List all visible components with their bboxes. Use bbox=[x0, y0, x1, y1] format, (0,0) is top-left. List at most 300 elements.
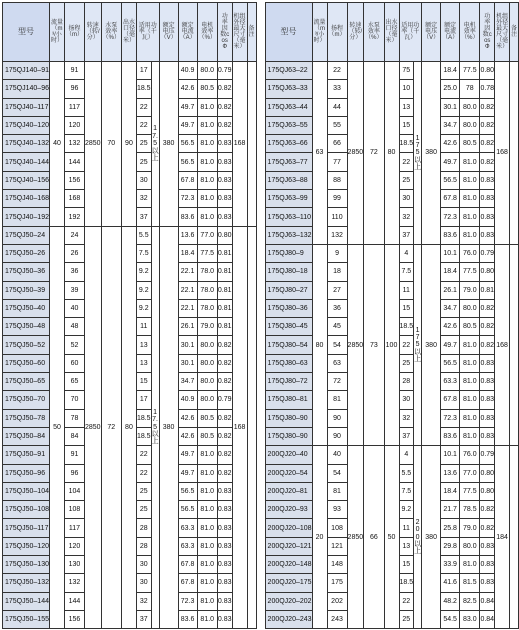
power-cell: 4 bbox=[399, 244, 414, 262]
motor-efficiency-cell: 81.0 bbox=[197, 574, 217, 592]
power-factor-cell: 0.83 bbox=[480, 409, 495, 427]
model-cell: 200QJ20–202 bbox=[265, 592, 312, 610]
power-cell: 11 bbox=[399, 519, 414, 537]
model-cell: 175QJ50–120 bbox=[3, 537, 50, 555]
model-cell: 200QJ20–175 bbox=[265, 574, 312, 592]
motor-efficiency-cell: 81.0 bbox=[460, 171, 480, 189]
current-cell: 42.6 bbox=[441, 318, 460, 336]
header-current: 额定电流（A） bbox=[178, 3, 197, 62]
current-cell: 67.8 bbox=[441, 391, 460, 409]
motor-efficiency-cell: 77.5 bbox=[197, 244, 217, 262]
power-cell: 75 bbox=[399, 62, 414, 80]
head-cell: 48 bbox=[64, 318, 84, 336]
outlet-cell: 80 bbox=[384, 62, 399, 245]
power-factor-cell: 0.82 bbox=[217, 446, 232, 464]
current-cell: 42.6 bbox=[178, 80, 197, 98]
motor-efficiency-cell: 80.5 bbox=[197, 409, 217, 427]
motor-efficiency-cell: 81.0 bbox=[197, 190, 217, 208]
current-cell: 48.2 bbox=[441, 592, 460, 610]
motor-efficiency-cell: 80.0 bbox=[460, 98, 480, 116]
current-cell: 56.5 bbox=[178, 482, 197, 500]
header-model: 型号 bbox=[3, 3, 50, 62]
power-cell: 22 bbox=[399, 592, 414, 610]
motor-efficiency-cell: 81.0 bbox=[197, 592, 217, 610]
power-factor-cell: 0.79 bbox=[217, 62, 232, 80]
model-cell: 175QJ40–144 bbox=[3, 153, 50, 171]
power-factor-cell: 0.82 bbox=[480, 116, 495, 134]
header-motor-efficiency: 电机效率（%） bbox=[460, 3, 480, 62]
header-pump-efficiency: 水泵效率（%） bbox=[364, 3, 384, 62]
header-power-factor: 功率因数cos Ф bbox=[217, 3, 232, 62]
current-cell: 83.6 bbox=[178, 208, 197, 226]
head-cell: 52 bbox=[64, 336, 84, 354]
power-cell: 25 bbox=[136, 482, 151, 500]
motor-efficiency-cell: 80.0 bbox=[197, 354, 217, 372]
power-factor-cell: 0.83 bbox=[480, 226, 495, 244]
note-cell bbox=[247, 62, 256, 227]
motor-efficiency-cell: 78.0 bbox=[197, 263, 217, 281]
head-cell: 96 bbox=[64, 80, 84, 98]
power-factor-cell: 0.83 bbox=[480, 373, 495, 391]
speed-cell: 2850 bbox=[347, 62, 364, 245]
motor-efficiency-cell: 77.5 bbox=[460, 62, 480, 80]
head-cell: 144 bbox=[64, 592, 84, 610]
power-range-cell: 175以上 bbox=[414, 244, 422, 445]
power-factor-cell: 0.83 bbox=[217, 592, 232, 610]
power-cell: 10 bbox=[399, 80, 414, 98]
motor-efficiency-cell: 81.0 bbox=[460, 336, 480, 354]
motor-efficiency-cell: 80.0 bbox=[197, 336, 217, 354]
motor-efficiency-cell: 79.0 bbox=[460, 281, 480, 299]
header-power: 适用功率（千瓦） bbox=[399, 3, 422, 62]
current-cell: 30.1 bbox=[178, 336, 197, 354]
motor-efficiency-cell: 80.5 bbox=[460, 318, 480, 336]
power-cell: 11 bbox=[399, 281, 414, 299]
head-cell: 168 bbox=[64, 190, 84, 208]
header-power-factor: 功率因数cos Ф bbox=[480, 3, 495, 62]
head-cell: 24 bbox=[64, 226, 84, 244]
head-cell: 54 bbox=[327, 464, 347, 482]
current-cell: 72.3 bbox=[178, 592, 197, 610]
model-cell: 175QJ50–65 bbox=[3, 373, 50, 391]
current-cell: 63.3 bbox=[441, 373, 460, 391]
current-cell: 42.6 bbox=[441, 135, 460, 153]
motor-efficiency-cell: 78.0 bbox=[197, 281, 217, 299]
power-cell: 13 bbox=[399, 537, 414, 555]
power-cell: 37 bbox=[136, 208, 151, 226]
power-cell: 15 bbox=[136, 373, 151, 391]
power-factor-cell: 0.83 bbox=[480, 171, 495, 189]
model-cell: 175QJ63–55 bbox=[265, 116, 312, 134]
model-cell: 175QJ50–117 bbox=[3, 519, 50, 537]
power-factor-cell: 0.83 bbox=[480, 574, 495, 592]
header-head: 扬程（m） bbox=[64, 3, 84, 62]
power-cell: 37 bbox=[399, 427, 414, 445]
model-cell: 175QJ50–26 bbox=[3, 244, 50, 262]
head-cell: 27 bbox=[327, 281, 347, 299]
motor-efficiency-cell: 81.0 bbox=[197, 116, 217, 134]
power-cell: 22 bbox=[136, 116, 151, 134]
power-cell: 5.5 bbox=[136, 226, 151, 244]
header-current: 额定电流（A） bbox=[441, 3, 460, 62]
table-row bbox=[3, 62, 257, 80]
head-cell: 108 bbox=[327, 519, 347, 537]
power-cell: 9.2 bbox=[399, 501, 414, 519]
current-cell: 56.5 bbox=[178, 135, 197, 153]
current-cell: 25.0 bbox=[441, 80, 460, 98]
power-factor-cell: 0.82 bbox=[480, 153, 495, 171]
note-cell bbox=[247, 226, 256, 629]
model-cell: 175QJ50–70 bbox=[3, 391, 50, 409]
power-cell: 30 bbox=[399, 190, 414, 208]
motor-efficiency-cell: 77.5 bbox=[460, 263, 480, 281]
power-factor-cell: 0.83 bbox=[217, 153, 232, 171]
current-cell: 49.7 bbox=[178, 116, 197, 134]
header-head: 扬程（m） bbox=[327, 3, 347, 62]
power-cell: 13 bbox=[399, 98, 414, 116]
power-factor-cell: 0.82 bbox=[217, 354, 232, 372]
head-cell: 192 bbox=[64, 208, 84, 226]
voltage-cell: 380 bbox=[159, 226, 178, 629]
head-cell: 90 bbox=[327, 427, 347, 445]
head-cell: 40 bbox=[64, 299, 84, 317]
power-cell: 25 bbox=[136, 153, 151, 171]
model-cell: 175QJ63–99 bbox=[265, 190, 312, 208]
head-cell: 148 bbox=[327, 556, 347, 574]
current-cell: 67.8 bbox=[178, 574, 197, 592]
motor-efficiency-cell: 80.5 bbox=[460, 135, 480, 153]
head-cell: 108 bbox=[64, 501, 84, 519]
motor-efficiency-cell: 81.0 bbox=[197, 171, 217, 189]
outlet-cell: 100 bbox=[384, 244, 399, 445]
model-cell: 200QJ20–121 bbox=[265, 537, 312, 555]
current-cell: 83.6 bbox=[178, 610, 197, 628]
speed-cell: 2850 bbox=[84, 62, 101, 227]
current-cell: 22.1 bbox=[178, 263, 197, 281]
power-factor-cell: 0.83 bbox=[217, 501, 232, 519]
model-cell: 175QJ63–33 bbox=[265, 80, 312, 98]
power-cell: 25 bbox=[399, 354, 414, 372]
power-factor-cell: 0.83 bbox=[480, 391, 495, 409]
power-cell: 28 bbox=[136, 519, 151, 537]
head-cell: 60 bbox=[64, 354, 84, 372]
power-cell: 32 bbox=[136, 592, 151, 610]
motor-efficiency-cell: 78.5 bbox=[460, 501, 480, 519]
power-factor-cell: 0.83 bbox=[217, 519, 232, 537]
power-cell: 30 bbox=[136, 171, 151, 189]
power-factor-cell: 0.82 bbox=[217, 427, 232, 445]
model-cell: 175QJ40–120 bbox=[3, 116, 50, 134]
model-cell: 175QJ80–81 bbox=[265, 391, 312, 409]
model-cell: 175QJ80–72 bbox=[265, 373, 312, 391]
power-factor-cell: 0.78 bbox=[480, 80, 495, 98]
current-cell: 67.8 bbox=[441, 190, 460, 208]
model-cell: 175QJ80–45 bbox=[265, 318, 312, 336]
power-cell: 15 bbox=[399, 299, 414, 317]
motor-efficiency-cell: 81.0 bbox=[197, 519, 217, 537]
motor-efficiency-cell: 81.0 bbox=[197, 446, 217, 464]
current-cell: 22.1 bbox=[178, 299, 197, 317]
current-cell: 40.9 bbox=[178, 391, 197, 409]
power-cell: 22 bbox=[399, 153, 414, 171]
head-cell: 81 bbox=[327, 482, 347, 500]
power-factor-cell: 0.83 bbox=[480, 537, 495, 555]
current-cell: 22.1 bbox=[178, 281, 197, 299]
power-cell: 18.5 bbox=[399, 135, 414, 153]
head-cell: 9 bbox=[327, 244, 347, 262]
power-cell: 37 bbox=[399, 226, 414, 244]
motor-efficiency-cell: 78 bbox=[460, 80, 480, 98]
current-cell: 63.3 bbox=[178, 519, 197, 537]
power-cell: 32 bbox=[399, 208, 414, 226]
power-factor-cell: 0.82 bbox=[480, 135, 495, 153]
current-cell: 83.6 bbox=[441, 226, 460, 244]
model-cell: 175QJ50–40 bbox=[3, 299, 50, 317]
head-cell: 18 bbox=[327, 263, 347, 281]
power-cell: 9.2 bbox=[136, 299, 151, 317]
current-cell: 30.1 bbox=[178, 354, 197, 372]
header-outer-diameter: 机组外径最大尺寸（毫米） bbox=[232, 3, 247, 62]
head-cell: 117 bbox=[64, 519, 84, 537]
outlet-cell: 90 bbox=[121, 62, 136, 227]
power-cell: 32 bbox=[136, 190, 151, 208]
power-cell: 4 bbox=[399, 446, 414, 464]
power-cell: 22 bbox=[136, 98, 151, 116]
power-cell: 7.5 bbox=[399, 482, 414, 500]
speed-cell: 2850 bbox=[347, 244, 364, 445]
power-factor-cell: 0.82 bbox=[217, 464, 232, 482]
power-factor-cell: 0.82 bbox=[480, 98, 495, 116]
power-cell: 30 bbox=[136, 574, 151, 592]
model-cell: 175QJ50–24 bbox=[3, 226, 50, 244]
power-factor-cell: 0.82 bbox=[480, 299, 495, 317]
power-cell: 25 bbox=[399, 171, 414, 189]
model-cell: 175QJ80–90 bbox=[265, 409, 312, 427]
head-cell: 72 bbox=[327, 373, 347, 391]
motor-efficiency-cell: 81.0 bbox=[460, 153, 480, 171]
head-cell: 132 bbox=[64, 135, 84, 153]
model-cell: 175QJ50–60 bbox=[3, 354, 50, 372]
header-note: 备注 bbox=[247, 3, 256, 62]
current-cell: 33.9 bbox=[441, 556, 460, 574]
power-factor-cell: 0.80 bbox=[480, 263, 495, 281]
current-cell: 10.1 bbox=[441, 244, 460, 262]
current-cell: 63.3 bbox=[178, 537, 197, 555]
current-cell: 67.8 bbox=[178, 171, 197, 189]
power-cell: 30 bbox=[399, 391, 414, 409]
head-cell: 88 bbox=[327, 171, 347, 189]
model-cell: 175QJ63–66 bbox=[265, 135, 312, 153]
power-factor-cell: 0.80 bbox=[480, 482, 495, 500]
head-cell: 44 bbox=[327, 98, 347, 116]
current-cell: 49.7 bbox=[178, 98, 197, 116]
head-cell: 96 bbox=[64, 464, 84, 482]
voltage-cell: 380 bbox=[422, 244, 441, 445]
head-cell: 132 bbox=[64, 574, 84, 592]
left-spec-table bbox=[2, 2, 257, 629]
motor-efficiency-cell: 81.0 bbox=[197, 537, 217, 555]
power-factor-cell: 0.83 bbox=[217, 574, 232, 592]
power-cell: 25 bbox=[136, 135, 151, 153]
power-factor-cell: 0.80 bbox=[480, 464, 495, 482]
model-cell: 175QJ50–78 bbox=[3, 409, 50, 427]
header-outlet-diameter: 出水口径（毫米） bbox=[384, 3, 399, 62]
motor-efficiency-cell: 81.0 bbox=[197, 556, 217, 574]
power-cell: 5.5 bbox=[399, 464, 414, 482]
model-cell: 200QJ20–148 bbox=[265, 556, 312, 574]
motor-efficiency-cell: 80.0 bbox=[460, 537, 480, 555]
head-cell: 90 bbox=[327, 409, 347, 427]
motor-efficiency-cell: 81.0 bbox=[460, 226, 480, 244]
power-cell: 18.5 bbox=[136, 409, 151, 427]
motor-efficiency-cell: 80.5 bbox=[197, 80, 217, 98]
current-cell: 67.8 bbox=[178, 556, 197, 574]
head-cell: 66 bbox=[327, 135, 347, 153]
head-cell: 99 bbox=[327, 190, 347, 208]
power-range-cell: 200以上 bbox=[414, 446, 422, 629]
motor-efficiency-cell: 77.0 bbox=[197, 226, 217, 244]
power-factor-cell: 0.82 bbox=[217, 116, 232, 134]
power-factor-cell: 0.83 bbox=[217, 556, 232, 574]
model-cell: 175QJ50–132 bbox=[3, 574, 50, 592]
motor-efficiency-cell: 80.0 bbox=[460, 116, 480, 134]
motor-efficiency-cell: 79.0 bbox=[197, 318, 217, 336]
right-table-header bbox=[265, 3, 519, 62]
power-factor-cell: 0.82 bbox=[217, 98, 232, 116]
model-cell: 175QJ80–36 bbox=[265, 299, 312, 317]
flow-cell: 63 bbox=[312, 62, 327, 245]
head-cell: 65 bbox=[64, 373, 84, 391]
left-table-body bbox=[3, 62, 257, 629]
head-cell: 40 bbox=[327, 446, 347, 464]
current-cell: 10.1 bbox=[441, 446, 460, 464]
model-cell: 175QJ50–155 bbox=[3, 610, 50, 628]
power-factor-cell: 0.79 bbox=[217, 391, 232, 409]
header-power: 适用功率（千瓦） bbox=[136, 3, 159, 62]
model-cell: 175QJ50–130 bbox=[3, 556, 50, 574]
power-factor-cell: 0.83 bbox=[217, 190, 232, 208]
model-cell: 175QJ140–96 bbox=[3, 80, 50, 98]
current-cell: 49.7 bbox=[441, 336, 460, 354]
header-outlet-diameter: 出水口径（毫米） bbox=[121, 3, 136, 62]
power-factor-cell: 0.83 bbox=[217, 208, 232, 226]
motor-efficiency-cell: 81.0 bbox=[197, 501, 217, 519]
motor-efficiency-cell: 81.0 bbox=[460, 208, 480, 226]
power-factor-cell: 0.81 bbox=[217, 244, 232, 262]
motor-efficiency-cell: 81.0 bbox=[460, 373, 480, 391]
power-cell: 30 bbox=[136, 556, 151, 574]
head-cell: 45 bbox=[327, 318, 347, 336]
header-flow: 流量（m³/小时） bbox=[49, 3, 64, 62]
current-cell: 26.1 bbox=[441, 281, 460, 299]
header-motor-efficiency: 电机效率（%） bbox=[197, 3, 217, 62]
model-cell: 175QJ80–27 bbox=[265, 281, 312, 299]
model-cell: 175QJ40–192 bbox=[3, 208, 50, 226]
head-cell: 156 bbox=[64, 171, 84, 189]
head-cell: 84 bbox=[64, 427, 84, 445]
head-cell: 36 bbox=[327, 299, 347, 317]
model-cell: 175QJ40–156 bbox=[3, 171, 50, 189]
motor-efficiency-cell: 81.0 bbox=[460, 190, 480, 208]
current-cell: 34.7 bbox=[441, 116, 460, 134]
head-cell: 156 bbox=[64, 610, 84, 628]
header-note: 备注 bbox=[510, 3, 519, 62]
voltage-cell: 380 bbox=[422, 62, 441, 245]
header-voltage: 额定电压（V） bbox=[422, 3, 441, 62]
head-cell: 81 bbox=[327, 391, 347, 409]
table-row bbox=[265, 244, 519, 262]
outlet-cell: 50 bbox=[384, 446, 399, 629]
power-factor-cell: 0.82 bbox=[217, 336, 232, 354]
head-cell: 22 bbox=[327, 62, 347, 80]
flow-cell: 80 bbox=[312, 244, 327, 445]
power-factor-cell: 0.81 bbox=[217, 299, 232, 317]
power-factor-cell: 0.82 bbox=[480, 336, 495, 354]
power-cell: 7.5 bbox=[136, 244, 151, 262]
power-cell: 25 bbox=[399, 610, 414, 628]
power-factor-cell: 0.83 bbox=[217, 482, 232, 500]
power-factor-cell: 0.81 bbox=[480, 281, 495, 299]
speed-cell: 2850 bbox=[84, 226, 101, 629]
head-cell: 91 bbox=[64, 62, 84, 80]
power-cell: 13 bbox=[136, 354, 151, 372]
current-cell: 49.7 bbox=[441, 153, 460, 171]
note-cell bbox=[510, 244, 519, 445]
header-flow: 流量（m³/小时） bbox=[312, 3, 327, 62]
table-row bbox=[265, 62, 519, 80]
head-cell: 33 bbox=[327, 80, 347, 98]
header-speed: 转速（转/分） bbox=[347, 3, 364, 62]
pump-efficiency-cell: 73 bbox=[364, 244, 384, 445]
power-factor-cell: 0.82 bbox=[217, 373, 232, 391]
power-factor-cell: 0.79 bbox=[480, 244, 495, 262]
flow-cell: 40 bbox=[49, 62, 64, 227]
power-factor-cell: 0.83 bbox=[480, 354, 495, 372]
note-cell bbox=[510, 446, 519, 629]
head-cell: 54 bbox=[327, 336, 347, 354]
power-factor-cell: 0.83 bbox=[217, 537, 232, 555]
power-factor-cell: 0.81 bbox=[217, 263, 232, 281]
model-cell: 175QJ80–9 bbox=[265, 244, 312, 262]
current-cell: 21.7 bbox=[441, 501, 460, 519]
motor-efficiency-cell: 81.0 bbox=[197, 610, 217, 628]
current-cell: 56.5 bbox=[178, 153, 197, 171]
model-cell: 175QJ63–44 bbox=[265, 98, 312, 116]
power-range-cell: 175以上 bbox=[414, 62, 422, 245]
power-cell: 7.5 bbox=[399, 263, 414, 281]
current-cell: 42.6 bbox=[178, 427, 197, 445]
motor-efficiency-cell: 80.0 bbox=[197, 373, 217, 391]
power-factor-cell: 0.82 bbox=[217, 80, 232, 98]
pump-efficiency-cell: 66 bbox=[364, 446, 384, 629]
current-cell: 72.3 bbox=[441, 208, 460, 226]
model-cell: 175QJ50–39 bbox=[3, 281, 50, 299]
model-cell: 175QJ40–132 bbox=[3, 135, 50, 153]
head-cell: 77 bbox=[327, 153, 347, 171]
flow-cell: 20 bbox=[312, 446, 327, 629]
power-factor-cell: 0.80 bbox=[217, 226, 232, 244]
motor-efficiency-cell: 77.5 bbox=[460, 482, 480, 500]
head-cell: 121 bbox=[327, 537, 347, 555]
voltage-cell: 380 bbox=[159, 62, 178, 227]
current-cell: 18.4 bbox=[441, 263, 460, 281]
motor-efficiency-cell: 80.0 bbox=[460, 299, 480, 317]
head-cell: 130 bbox=[64, 556, 84, 574]
model-cell: 175QJ80–54 bbox=[265, 336, 312, 354]
power-factor-cell: 0.83 bbox=[217, 135, 232, 153]
current-cell: 49.7 bbox=[178, 446, 197, 464]
right-spec-table bbox=[265, 2, 519, 629]
